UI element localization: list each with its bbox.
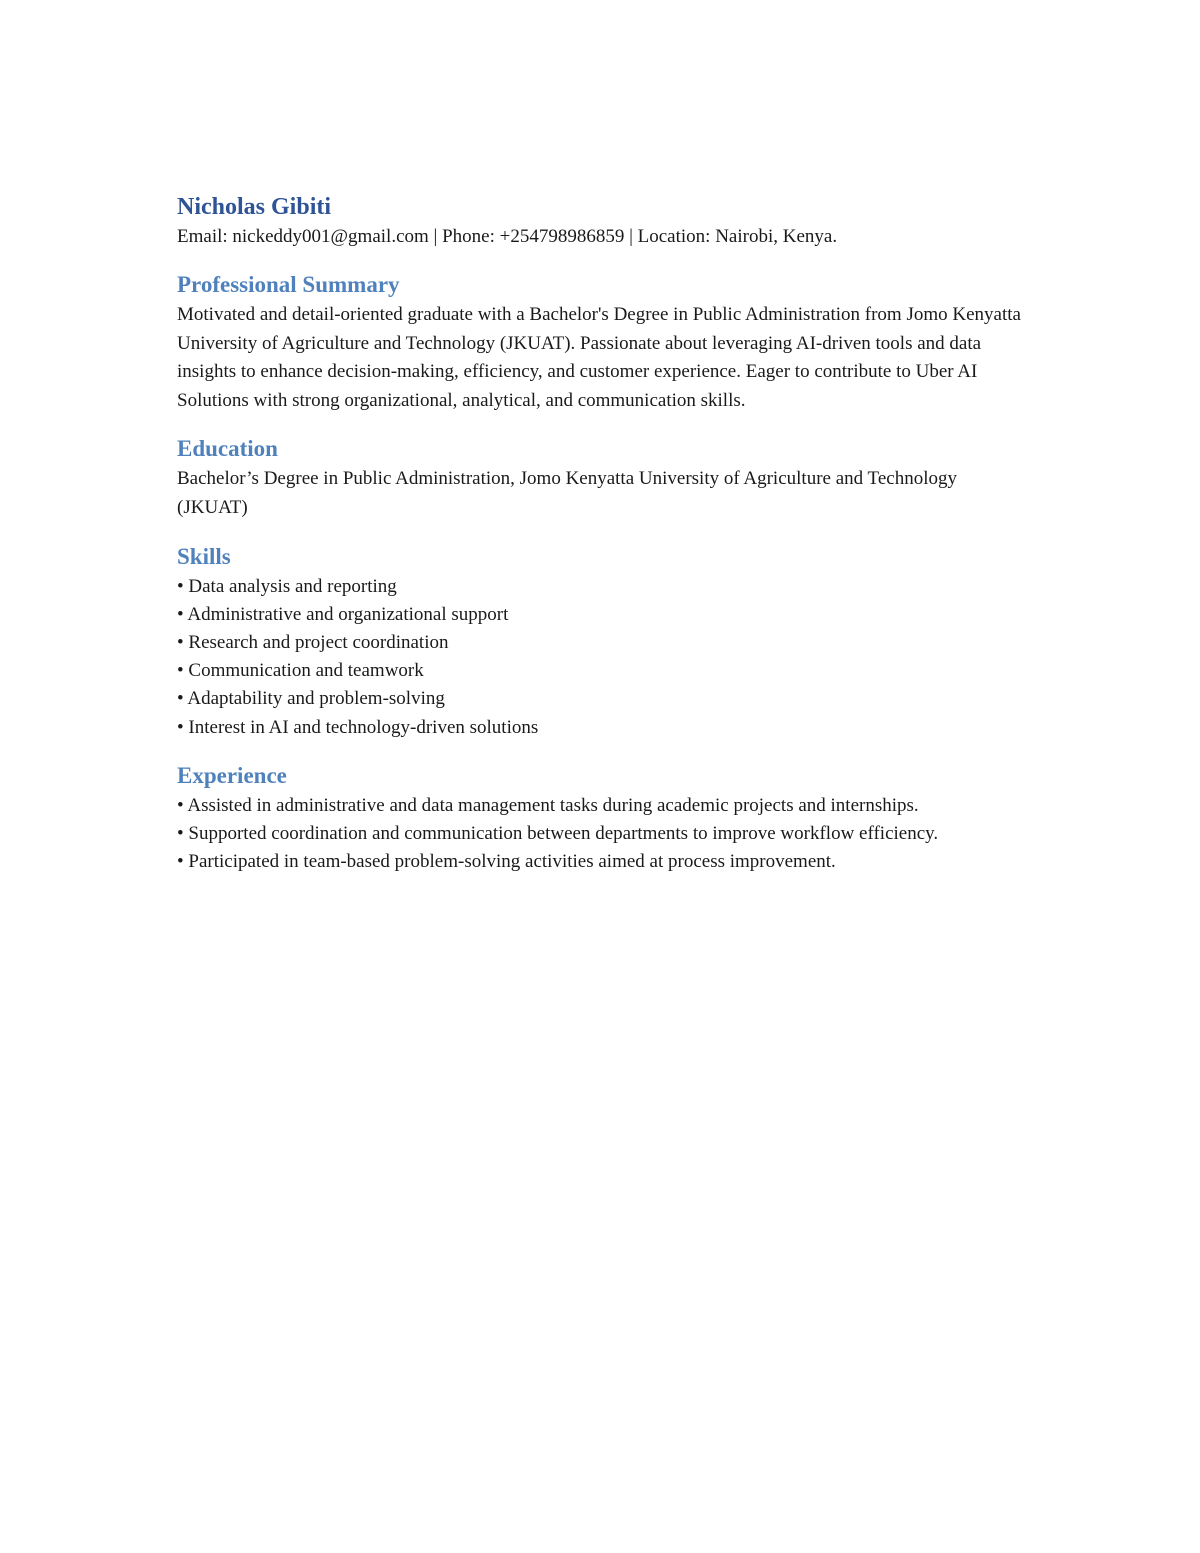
skill-item: • Communication and teamwork xyxy=(177,660,424,682)
skills-list xyxy=(177,573,1037,742)
skill-item: • Interest in AI and technology-driven solutions xyxy=(177,716,539,738)
education-text: Bachelor’s Degree in Public Administration, Jomo Kenyatta University of Agriculture and Technology (JKUAT) xyxy=(177,468,957,518)
skills-heading: Skills xyxy=(177,543,231,569)
summary-text: Motivated and detail-oriented graduate with a Bachelor's Degree in Public Administration from Jomo Kenyatta University of Agriculture and Technology (JKUAT). Passionate about leveraging AI-driven tools and data insights to enhance decision-making, efficiency, and customer experience. Eager to contribute to Uber AI Solutions with strong organizational, analytical, and communication skills. xyxy=(177,304,1021,411)
experience-list xyxy=(177,792,1037,877)
skill-item: • Adaptability and problem-solving xyxy=(177,688,445,710)
education-heading: Education xyxy=(177,436,278,462)
skill-item: • Data analysis and reporting xyxy=(177,575,397,597)
experience-item: • Supported coordination and communication between departments to improve workflow efficiency. xyxy=(177,822,939,844)
experience-heading: Experience xyxy=(177,762,287,788)
experience-section xyxy=(177,761,1037,877)
education-section xyxy=(177,434,1037,522)
skills-section xyxy=(177,542,1037,742)
summary-heading: Professional Summary xyxy=(177,272,400,297)
candidate-name: Nicholas Gibiti xyxy=(177,194,332,220)
resume-content xyxy=(177,192,1037,876)
contact-line: Email: nickeddy001@gmail.com | Phone: +254798986859 | Location: Nairobi, Kenya. xyxy=(177,226,838,247)
skill-item: • Research and project coordination xyxy=(177,631,449,653)
experience-item: • Assisted in administrative and data management tasks during academic projects and internships. xyxy=(177,794,919,816)
experience-item: • Participated in team-based problem-solving activities aimed at process improvement. xyxy=(177,851,836,873)
skill-item: • Administrative and organizational support xyxy=(177,603,509,625)
summary-section xyxy=(177,270,1037,415)
